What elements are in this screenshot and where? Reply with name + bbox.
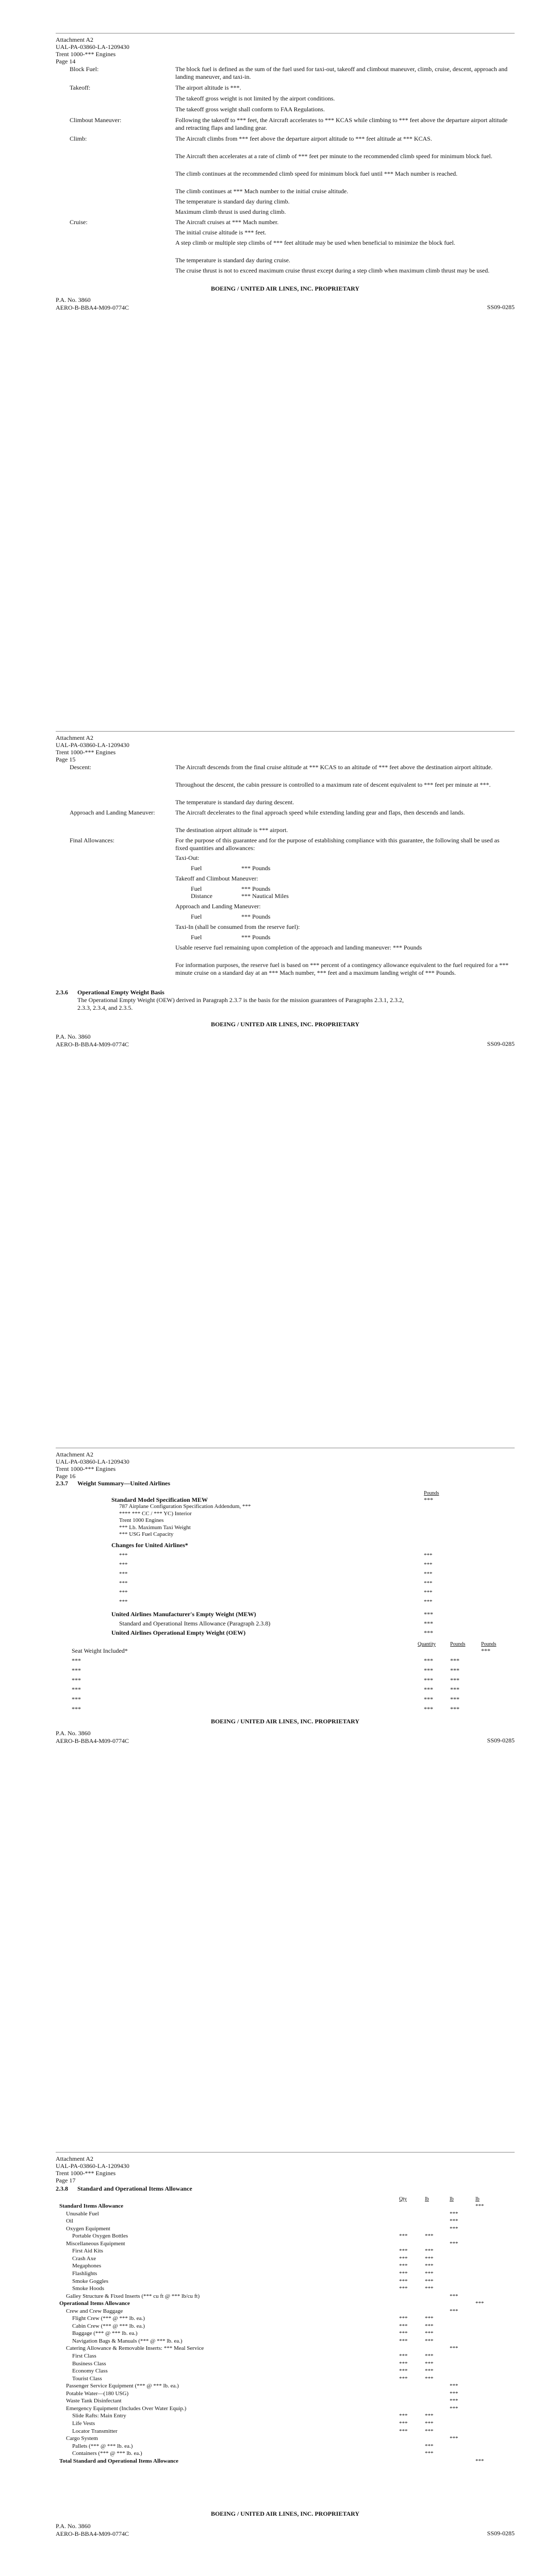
para: The Aircraft then accelerates at a rate of climb of *** feet per minute to the recommended climb speed for minimum block fuel. — [175, 152, 492, 160]
para: The airport altitude is ***. — [175, 84, 241, 91]
item-value: *** — [450, 2210, 458, 2217]
header-line: Attachment A2 — [56, 2155, 93, 2162]
item-label: Business Class — [72, 2360, 106, 2367]
col-header-lb: lb — [425, 2196, 429, 2202]
item-label: First Aid Kits — [72, 2248, 103, 2255]
page-footer — [56, 1033, 515, 1048]
item-value: *** — [450, 2383, 458, 2389]
para: The Aircraft cruises at *** Mach number. — [175, 218, 279, 226]
para: Following the takeoff to *** feet, the Aircraft accelerates to *** KCAS while climbing to *** feet above the departure airport altitude and retracting flaps and landing gear. — [175, 116, 508, 131]
changes-values — [424, 1551, 433, 1606]
change-item: *** — [119, 1552, 128, 1558]
kv-key: Fuel — [191, 865, 202, 872]
item-label: Potable Water—(180 USG) — [66, 2390, 129, 2397]
item-value: *** — [425, 2428, 434, 2434]
item-value: *** — [399, 2278, 408, 2284]
soi-line: Standard and Operational Items Allowance (Paragraph 2.3.8) — [119, 1620, 271, 1627]
para: For the purpose of this guarantee and for the purpose of establishing compliance with this guarantee, the following shall be used as fixed quantities and allowances: — [175, 837, 500, 852]
para: The block fuel is defined as the sum of the fuel used for taxi-out, takeoff and climbout maneuver, climb, cruise, descent, approach and landing maneuver, and taxi-in. — [175, 65, 508, 80]
header-line: Trent 1000-*** Engines — [56, 50, 116, 58]
footer-ss: SS09-0285 — [487, 1737, 515, 1744]
page-number: Page 14 — [56, 58, 76, 65]
std-spec-lines — [119, 1503, 251, 1538]
value: *** — [424, 1696, 433, 1703]
mew-heading: United Airlines Manufacturer's Empty Weight (MEW) — [111, 1611, 256, 1618]
kv-value: *** Pounds — [241, 865, 271, 872]
para: The Aircraft decelerates to the final approach speed while extending landing gear and flaps, then descends and lands. — [175, 809, 465, 816]
sub-heading: Takeoff and Climbout Maneuver: — [175, 875, 258, 882]
item-value: *** — [399, 2360, 408, 2367]
para: The Aircraft descends from the final cruise altitude at *** KCAS to an altitude of *** feet above the destination airport altitude. — [175, 764, 493, 771]
item-value: *** — [399, 2353, 408, 2359]
std-spec-heading: Standard Model Specification MEW — [111, 1496, 208, 1503]
header-line: UAL-PA-03860-LA-1209430 — [56, 741, 129, 749]
item-label: Smoke Hoods — [72, 2285, 105, 2292]
value: *** — [424, 1562, 433, 1568]
item-value: *** — [399, 2420, 408, 2427]
footer-code: AERO-B-BBA4-M09-0774C — [56, 2530, 129, 2537]
item-label: Economy Class — [72, 2368, 108, 2375]
value: *** — [450, 1666, 459, 1674]
item-label: Flashlights — [72, 2270, 97, 2277]
header-line: Trent 1000-*** Engines — [56, 2170, 116, 2177]
footer-ss: SS09-0285 — [487, 2530, 515, 2537]
value: *** — [424, 1580, 433, 1586]
item-value: *** — [425, 2270, 434, 2277]
label-descent: Descent: — [70, 764, 91, 771]
value: *** — [450, 1686, 459, 1693]
seat-qty — [424, 1656, 433, 1714]
value: *** — [424, 1666, 433, 1674]
change-item: *** — [119, 1562, 128, 1568]
col-header-quantity: Quantity — [418, 1641, 436, 1647]
value: *** — [481, 1647, 490, 1654]
footer-pa: P.A. No. 3860 — [56, 296, 91, 303]
item-value: *** — [425, 2360, 434, 2367]
section-title: Operational Empty Weight Basis — [77, 989, 164, 996]
item-value: *** — [399, 2263, 408, 2269]
item-label: Catering Allowance & Removable Inserts: *** Meal Service — [66, 2345, 204, 2352]
kv-value: *** Pounds — [241, 885, 271, 892]
kv-key: Distance — [191, 892, 212, 900]
label-climbout: Climbout Maneuver: — [70, 116, 122, 124]
header-rule — [56, 731, 515, 732]
section-body: The Operational Empty Weight (OEW) derived in Paragraph 2.3.7 is the basis for the mission guarantees of Paragraphs 2.3.1, 2.3.2, 2.3.3, 2.3.4, and 2.3.5. — [77, 996, 404, 1011]
item-value: *** — [425, 2263, 434, 2269]
item-value: *** — [399, 2323, 408, 2329]
para: The cruise thrust is not to exceed maximum cruise thrust except during a step climb when maximum climb thrust may be used. — [175, 267, 490, 274]
footer-code: AERO-B-BBA4-M09-0774C — [56, 1737, 129, 1744]
item-value: *** — [399, 2330, 408, 2337]
changes-list — [119, 1551, 128, 1606]
seat-row: *** — [72, 1696, 81, 1703]
item-value: *** — [399, 2233, 408, 2240]
page-header — [56, 36, 129, 65]
item-value: *** — [450, 2308, 458, 2314]
page-header — [56, 1451, 129, 1480]
item-value: *** — [425, 2353, 434, 2359]
page-number: Page 15 — [56, 756, 76, 763]
section-title: Standard and Operational Items Allowance — [77, 2185, 192, 2192]
seat-heading: Seat Weight Included* — [72, 1647, 128, 1654]
page-15 — [0, 703, 544, 1406]
section-number: 2.3.6 — [56, 989, 68, 996]
item-label: Containers (*** @ *** lb. ea.) — [72, 2450, 142, 2457]
seat-row: *** — [72, 1657, 81, 1664]
page-number: Page 17 — [56, 2177, 76, 2184]
item-value: *** — [399, 2337, 408, 2344]
footer-pa: P.A. No. 3860 — [56, 1033, 91, 1040]
kv-value: *** Pounds — [241, 913, 271, 920]
change-item: *** — [119, 1580, 128, 1586]
value: *** — [450, 1705, 459, 1713]
proprietary-notice: BOEING / UNITED AIR LINES, INC. PROPRIETARY — [210, 2510, 360, 2517]
label-takeoff: Takeoff: — [70, 84, 91, 91]
section-title: Weight Summary—United Airlines — [77, 1480, 171, 1487]
col-header-pounds: Pounds — [481, 1641, 497, 1647]
para: The temperature is standard day during cruise. — [175, 257, 290, 264]
page-footer — [56, 1730, 515, 1744]
item-label: Navigation Bags & Manuals (*** @ *** lb. ea.) — [72, 2337, 183, 2344]
change-item: *** — [119, 1571, 128, 1577]
para: The temperature is standard day during climb. — [175, 198, 290, 205]
label-climb: Climb: — [70, 135, 87, 142]
seat-row: *** — [72, 1686, 81, 1693]
label-approach: Approach and Landing Maneuver: — [70, 809, 155, 816]
item-value: *** — [425, 2330, 434, 2337]
page-17 — [0, 2110, 544, 2576]
item-label: Life Vests — [72, 2420, 95, 2427]
header-line: Attachment A2 — [56, 1451, 93, 1458]
item-value: *** — [399, 2248, 408, 2255]
changes-heading: Changes for United Airlines* — [111, 1541, 188, 1549]
item-value: *** — [425, 2375, 434, 2382]
oew-heading: United Airlines Operational Empty Weight (OEW) — [111, 1629, 246, 1636]
sub-heading: Taxi-In (shall be consumed from the reserve fuel): — [175, 923, 300, 930]
footer-code: AERO-B-BBA4-M09-0774C — [56, 303, 129, 311]
header-line: UAL-PA-03860-LA-1209430 — [56, 2162, 129, 2170]
spec-line: **** *** CC / *** YC) Interior — [119, 1510, 192, 1517]
item-label: Operational Items Allowance — [59, 2300, 130, 2307]
para: The initial cruise altitude is *** feet. — [175, 229, 267, 236]
item-label: Passenger Service Equipment (*** @ *** lb. ea.) — [66, 2383, 179, 2389]
item-value: *** — [475, 2203, 484, 2209]
item-value: *** — [425, 2255, 434, 2262]
footer-ss: SS09-0285 — [487, 1040, 515, 1047]
item-label: Cabin Crew (*** @ *** lb. ea.) — [72, 2323, 145, 2329]
para: Usable reserve fuel remaining upon completion of the approach and landing maneuver: *** Pounds — [175, 944, 422, 951]
proprietary-notice: BOEING / UNITED AIR LINES, INC. PROPRIETARY — [210, 1021, 360, 1028]
spec-line: *** Lb. Maximum Taxi Weight — [119, 1524, 191, 1531]
change-item: *** — [119, 1599, 128, 1605]
kv-value: *** Nautical Miles — [241, 892, 289, 900]
item-value: *** — [425, 2413, 434, 2419]
item-label: Crew and Crew Baggage — [66, 2308, 123, 2314]
header-line: Trent 1000-*** Engines — [56, 749, 116, 756]
sub-heading: Taxi-Out: — [175, 854, 200, 861]
item-label: Crash Axe — [72, 2255, 96, 2262]
page-footer — [56, 296, 515, 311]
item-value: *** — [450, 2293, 458, 2299]
item-value: *** — [399, 2368, 408, 2375]
seat-lb — [450, 1656, 459, 1714]
header-line: Attachment A2 — [56, 36, 93, 43]
value: *** — [424, 1676, 433, 1684]
sub-heading: Approach and Landing Maneuver: — [175, 903, 261, 910]
section-number: 2.3.8 — [56, 2185, 68, 2192]
spec-line: Trent 1000 Engines — [119, 1517, 164, 1524]
col-header-pounds: Pounds — [450, 1641, 466, 1647]
footer-pa: P.A. No. 3860 — [56, 1730, 91, 1737]
item-value: *** — [450, 2345, 458, 2352]
value: *** — [424, 1599, 433, 1605]
para: The temperature is standard day during descent. — [175, 799, 294, 806]
header-line: UAL-PA-03860-LA-1209430 — [56, 1458, 129, 1465]
page-header — [56, 734, 129, 763]
item-label: Unusable Fuel — [66, 2210, 99, 2217]
item-label: Slide Rafts: Main Entry — [72, 2413, 126, 2419]
item-value: *** — [399, 2413, 408, 2419]
item-value: *** — [399, 2285, 408, 2292]
item-label: Total Standard and Operational Items Allowance — [59, 2458, 178, 2464]
item-label: Pallets (*** @ *** lb. ea.) — [72, 2443, 133, 2449]
item-value: *** — [399, 2270, 408, 2277]
value: *** — [450, 1657, 459, 1664]
item-value: *** — [450, 2398, 458, 2404]
para: A step climb or multiple step climbs of *** feet altitude may be used when beneficial to minimize the block fuel. — [175, 239, 455, 246]
item-label: Galley Structure & Fixed Inserts (*** cu ft @ *** lb/cu ft) — [66, 2293, 200, 2299]
item-label: Waste Tank Disinfectant — [66, 2398, 122, 2404]
para: The takeoff gross weight shall conform to FAA Regulations. — [175, 106, 325, 113]
value: *** — [424, 1611, 433, 1618]
item-value: *** — [425, 2450, 434, 2457]
item-value: *** — [450, 2405, 458, 2412]
para: The Aircraft climbs from *** feet above the departure airport altitude to *** feet altitude at *** KCAS. — [175, 135, 432, 142]
item-label: Miscellaneous Equipment — [66, 2240, 125, 2247]
value: *** — [424, 1552, 433, 1558]
page-footer — [56, 2522, 515, 2537]
para: The climb continues at *** Mach number to the initial cruise altitude. — [175, 188, 349, 195]
seat-rows — [72, 1656, 81, 1714]
item-value: *** — [425, 2285, 434, 2292]
item-label: Tourist Class — [72, 2375, 102, 2382]
footer-ss: SS09-0285 — [487, 303, 515, 311]
item-value: *** — [399, 2375, 408, 2382]
item-value: *** — [450, 2240, 458, 2247]
kv-key: Fuel — [191, 913, 202, 920]
value: *** — [424, 1589, 433, 1596]
spec-line: 787 Airplane Configuration Specification Addendum, *** — [119, 1503, 251, 1510]
seat-row: *** — [72, 1705, 81, 1713]
item-value: *** — [450, 2435, 458, 2442]
header-line: Trent 1000-*** Engines — [56, 1465, 116, 1472]
value: *** — [450, 1676, 459, 1684]
label-block-fuel: Block Fuel: — [70, 65, 99, 73]
item-label: Cargo System — [66, 2435, 98, 2442]
header-line: UAL-PA-03860-LA-1209430 — [56, 43, 129, 50]
footer-code: AERO-B-BBA4-M09-0774C — [56, 1040, 129, 1048]
page-16 — [0, 1406, 544, 2110]
col-header-lb: lb — [450, 2196, 454, 2202]
page-14 — [0, 0, 544, 703]
label-final-allowances: Final Allowances: — [70, 837, 114, 844]
item-value: *** — [425, 2323, 434, 2329]
proprietary-notice: BOEING / UNITED AIR LINES, INC. PROPRIETARY — [210, 1718, 360, 1725]
kv-value: *** Pounds — [241, 934, 271, 941]
label-cruise: Cruise: — [70, 218, 88, 226]
item-value: *** — [475, 2458, 484, 2464]
item-value: *** — [450, 2390, 458, 2397]
value: *** — [424, 1657, 433, 1664]
value: *** — [424, 1686, 433, 1693]
item-label: Flight Crew (*** @ *** lb. ea.) — [72, 2315, 145, 2322]
spec-line: *** USG Fuel Capacity — [119, 1531, 174, 1538]
header-rule — [56, 2152, 515, 2153]
item-value: *** — [399, 2255, 408, 2262]
para: The takeoff gross weight is not limited by the airport conditions. — [175, 95, 335, 102]
item-value: *** — [425, 2233, 434, 2240]
item-value: *** — [450, 2225, 458, 2232]
kv-key: Fuel — [191, 934, 202, 941]
proprietary-notice: BOEING / UNITED AIR LINES, INC. PROPRIETARY — [210, 285, 360, 292]
para: Maximum climb thrust is used during climb. — [175, 208, 286, 215]
value: *** — [424, 1629, 433, 1636]
item-label: Standard Items Allowance — [59, 2203, 124, 2209]
item-label: Smoke Goggles — [72, 2278, 108, 2284]
value: *** — [424, 1705, 433, 1713]
change-item: *** — [119, 1589, 128, 1596]
item-label: Oxygen Equipment — [66, 2225, 110, 2232]
para: For information purposes, the reserve fuel is based on *** percent of a contingency allowance equivalent to the fuel required for a *** minute cruise on a standard day at an *** Mach number, *** feet and a maximum landing weight of *** Pounds. — [175, 961, 509, 976]
col-header-qty: Qty — [399, 2196, 407, 2202]
item-value: *** — [425, 2278, 434, 2284]
col-header-lb: lb — [475, 2196, 480, 2202]
seat-row: *** — [72, 1666, 81, 1674]
section-number: 2.3.7 — [56, 1480, 68, 1487]
item-label: Oil — [66, 2218, 74, 2225]
item-label: Portable Oxygen Bottles — [72, 2233, 128, 2240]
value: *** — [424, 1620, 433, 1627]
item-value: *** — [450, 2218, 458, 2225]
page-number: Page 16 — [56, 1472, 76, 1480]
col-header-pounds: Pounds — [424, 1490, 439, 1496]
para: The climb continues at the recommended climb speed for minimum block fuel until *** Mach number is reached. — [175, 170, 458, 177]
value: *** — [424, 1571, 433, 1577]
value: *** — [424, 1496, 433, 1503]
seat-row: *** — [72, 1676, 81, 1684]
item-value: *** — [425, 2420, 434, 2427]
item-label: Baggage (*** @ *** lb. ea.) — [72, 2330, 138, 2337]
kv-key: Fuel — [191, 885, 202, 892]
para: The destination airport altitude is *** airport. — [175, 826, 288, 834]
item-value: *** — [475, 2300, 484, 2307]
item-label: Emergency Equipment (Includes Over Water Equip.) — [66, 2405, 187, 2412]
header-line: Attachment A2 — [56, 734, 93, 741]
item-value: *** — [399, 2315, 408, 2322]
item-value: *** — [425, 2315, 434, 2322]
item-value: *** — [425, 2368, 434, 2375]
item-value: *** — [399, 2428, 408, 2434]
footer-pa: P.A. No. 3860 — [56, 2522, 91, 2530]
item-label: Locator Transmitter — [72, 2428, 118, 2434]
item-value: *** — [425, 2443, 434, 2449]
value: *** — [450, 1696, 459, 1703]
item-label: Megaphones — [72, 2263, 102, 2269]
item-label: First Class — [72, 2353, 96, 2359]
item-value: *** — [425, 2337, 434, 2344]
para: Throughout the descent, the cabin pressure is controlled to a maximum rate of descent equivalent to *** feet per minute at ***. — [175, 781, 491, 788]
item-value: *** — [425, 2248, 434, 2255]
page-header — [56, 2155, 129, 2184]
